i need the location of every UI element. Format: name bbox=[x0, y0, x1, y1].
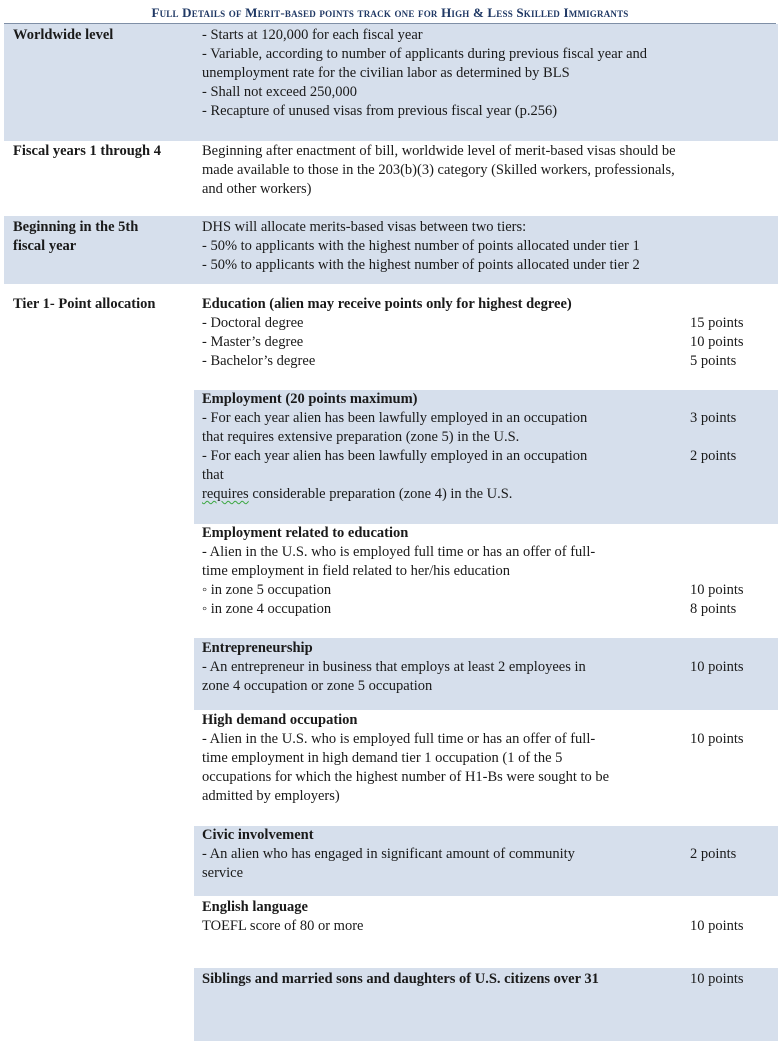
section-heading: Employment (20 points maximum) bbox=[202, 391, 418, 407]
section-employment bbox=[202, 390, 682, 504]
section-english bbox=[202, 898, 682, 936]
points-value: 5 points bbox=[690, 353, 737, 369]
text-line: unemployment rate for the civilian labor as determined by BLS bbox=[202, 65, 570, 81]
section-heading: Employment related to education bbox=[202, 525, 409, 541]
text-line: made available to those in the 203(b)(3) category (Skilled workers, professionals, bbox=[202, 162, 675, 178]
points-value: 10 points bbox=[690, 659, 744, 675]
points-value: 10 points bbox=[690, 918, 744, 934]
text-line: - Master’s degree bbox=[202, 334, 304, 350]
points-value: 2 points bbox=[690, 448, 737, 464]
points-value: 10 points bbox=[690, 334, 744, 350]
section-heading: Education (alien may receive points only for highest degree) bbox=[202, 296, 572, 312]
text-line: - Starts at 120,000 for each fiscal year bbox=[202, 27, 423, 43]
row-content-worldwide bbox=[202, 26, 772, 121]
text-line: service bbox=[202, 865, 244, 881]
text-line: occupations for which the highest number of H1-Bs were sought to be bbox=[202, 769, 610, 785]
section-siblings bbox=[202, 970, 682, 989]
row-label-fifth-year bbox=[13, 218, 138, 256]
text-line: that bbox=[202, 467, 224, 483]
points-value: 10 points bbox=[690, 731, 744, 747]
text-line: zone 4 occupation or zone 5 occupation bbox=[202, 678, 433, 694]
text-line: TOEFL score of 80 or more bbox=[202, 918, 364, 934]
text-line: - An entrepreneur in business that employs at least 2 employees in bbox=[202, 659, 586, 675]
text-line: - 50% to applicants with the highest number of points allocated under tier 1 bbox=[202, 238, 640, 254]
section-heading: High demand occupation bbox=[202, 712, 358, 728]
section-civic bbox=[202, 826, 682, 883]
text-line: ◦ in zone 4 occupation bbox=[202, 601, 332, 617]
text-line: that requires extensive preparation (zone 5) in the U.S. bbox=[202, 429, 520, 445]
points-value: 8 points bbox=[690, 601, 737, 617]
text-line: DHS will allocate merits-based visas between two tiers: bbox=[202, 219, 527, 235]
text-line: - An alien who has engaged in significant amount of community bbox=[202, 846, 575, 862]
row-content-fifth-year bbox=[202, 218, 772, 275]
section-high-demand bbox=[202, 711, 682, 806]
text-line: ◦ in zone 5 occupation bbox=[202, 582, 332, 598]
text-line: - Alien in the U.S. who is employed full time or has an offer of full- bbox=[202, 731, 596, 747]
section-heading: English language bbox=[202, 899, 308, 915]
text-line: and other workers) bbox=[202, 181, 312, 197]
label-line: Beginning in the 5th bbox=[13, 219, 139, 235]
spellcheck-word: requires bbox=[202, 486, 249, 502]
text-line: - Variable, according to number of applicants during previous fiscal year and bbox=[202, 46, 648, 62]
points-value: 3 points bbox=[690, 410, 737, 426]
points-value: 10 points bbox=[690, 971, 744, 987]
table-title: Full Details of Merit-based points track one for High & Less Skilled Immigrants bbox=[151, 5, 629, 20]
row-label-tier1: Tier 1- Point allocation bbox=[13, 296, 156, 312]
section-entrepreneurship bbox=[202, 639, 682, 696]
points-value: 2 points bbox=[690, 846, 737, 862]
section-heading: Civic involvement bbox=[202, 827, 314, 843]
text-line: - Bachelor’s degree bbox=[202, 353, 316, 369]
text-line bbox=[202, 485, 682, 504]
row-label-fiscal-years: Fiscal years 1 through 4 bbox=[13, 143, 161, 159]
section-heading: Siblings and married sons and daughters of U.S. citizens over 31 bbox=[202, 971, 599, 987]
points-value: 15 points bbox=[690, 315, 744, 331]
text-line: - Alien in the U.S. who is employed full time or has an offer of full- bbox=[202, 544, 596, 560]
row-content-fiscal-years bbox=[202, 142, 772, 199]
text-line: admitted by employers) bbox=[202, 788, 340, 804]
text-line: - Shall not exceed 250,000 bbox=[202, 84, 358, 100]
text-line: Beginning after enactment of bill, worldwide level of merit-based visas should be bbox=[202, 143, 676, 159]
text-line: - For each year alien has been lawfully employed in an occupation bbox=[202, 410, 588, 426]
section-employment-education bbox=[202, 524, 682, 619]
text-line: - 50% to applicants with the highest number of points allocated under tier 2 bbox=[202, 257, 640, 273]
text-line: time employment in high demand tier 1 occupation (1 of the 5 bbox=[202, 750, 563, 766]
section-heading: Entrepreneurship bbox=[202, 640, 313, 656]
text-line: time employment in field related to her/his education bbox=[202, 563, 511, 579]
row-label-worldwide: Worldwide level bbox=[13, 27, 114, 43]
text-line: - For each year alien has been lawfully employed in an occupation bbox=[202, 448, 588, 464]
points-value: 10 points bbox=[690, 582, 744, 598]
text-fragment: considerable preparation (zone 4) in the U.S. bbox=[248, 486, 513, 502]
text-line: - Recapture of unused visas from previous fiscal year (p.256) bbox=[202, 103, 558, 119]
label-line: fiscal year bbox=[13, 238, 77, 254]
text-line: - Doctoral degree bbox=[202, 315, 304, 331]
section-education bbox=[202, 295, 772, 375]
